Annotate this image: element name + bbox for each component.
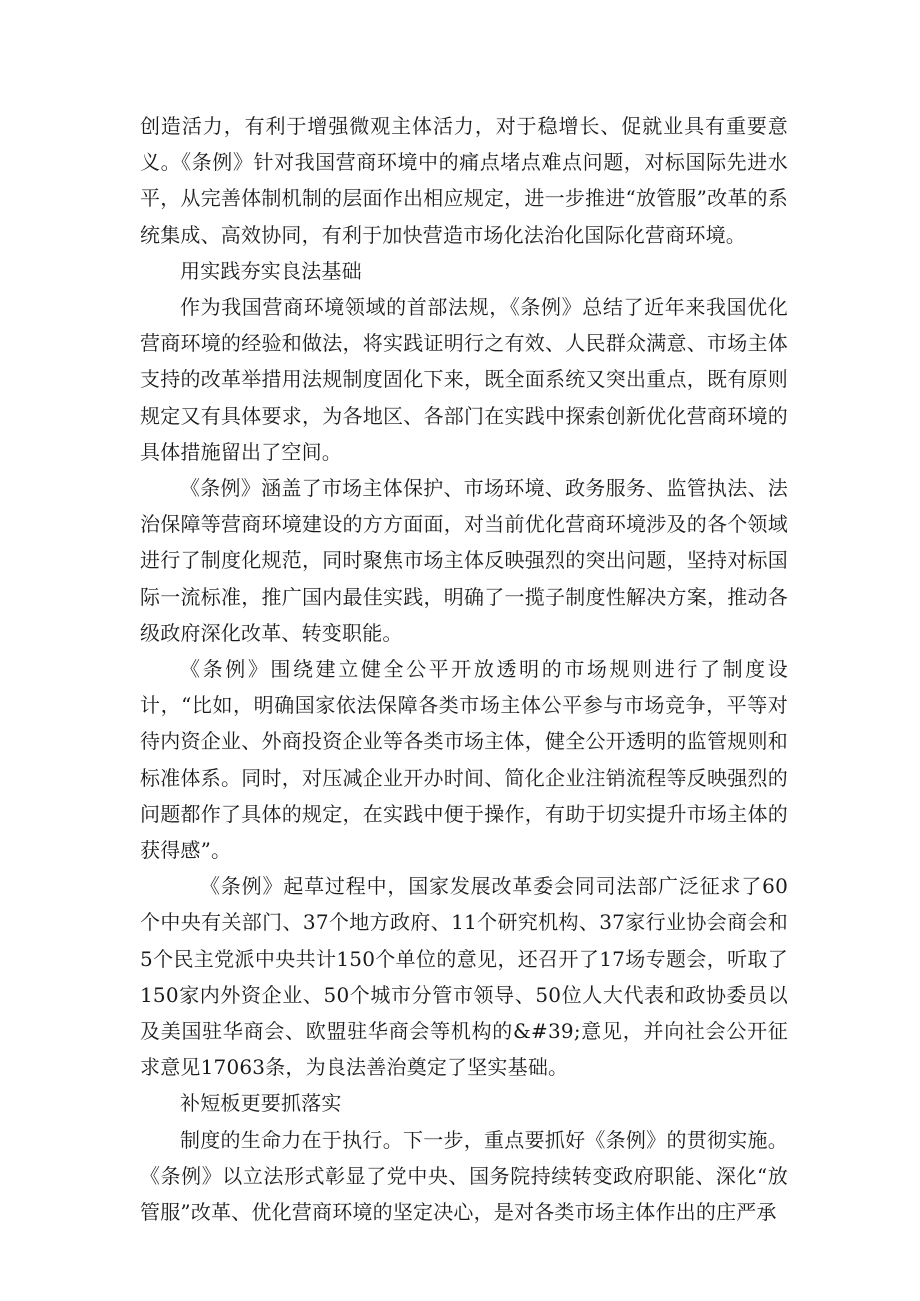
section-heading-practice: 用实践夯实良法基础 xyxy=(180,258,362,283)
document-body xyxy=(140,108,788,1230)
section-heading-implementation: 补短板更要抓落实 xyxy=(180,1091,342,1116)
paragraph-coverage: 《条例》涵盖了市场主体保护、市场环境、政务服务、监管执法、法治保障等营商环境建设的方方面面，对当前优化营商环境涉及的各个领域进行了制度化规范，同时聚焦市场主体反映强烈的突出问题，坚持对标国际一流标准，推广国内最佳实践，明确了一揽子制度性解决方案，推动各级政府深化改革、转变职能。 xyxy=(140,476,788,645)
paragraph-first-regulation: 作为我国营商环境领域的首部法规，《条例》总结了近年来我国优化营商环境的经验和做法，将实践证明行之有效、人民群众满意、市场主体支持的改革举措用法规制度固化下来，既全面系统又突出重点，既有原则规定又有具体要求，为各地区、各部门在实践中探索创新优化营商环境的具体措施留出了空间。 xyxy=(140,295,788,464)
paragraph-continuation: 创造活力，有利于增强微观主体活力，对于稳增长、促就业具有重要意义。《条例》针对我国营商环境中的痛点堵点难点问题，对标国际先进水平，从完善体制机制的层面作出相应规定，进一步推进“放管服”改革的系统集成、高效协同，有利于加快营造市场化法治化国际化营商环境。 xyxy=(140,114,788,247)
paragraph-market-rules: 《条例》围绕建立健全公平开放透明的市场规则进行了制度设计，“比如，明确国家依法保障各类市场主体公平参与市场竞争，平等对待内资企业、外商投资企业等各类市场主体，健全公开透明的监管规则和标准体系。同时，对压减企业开办时间、简化企业注销流程等反映强烈的问题都作了具体的规定，在实践中便于操作，有助于切实提升市场主体的获得感”。 xyxy=(140,657,788,863)
paragraph-execution: 制度的生命力在于执行。下一步，重点要抓好《条例》的贯彻实施。《条例》以立法形式彰显了党中央、国务院持续转变政府职能、深化“放管服”改革、优化营商环境的坚定决心，是对各类市场主体作出的庄严承 xyxy=(140,1127,788,1225)
paragraph-drafting-process: 《条例》起草过程中，国家发展改革委会同司法部广泛征求了60个中央有关部门、37个地方政府、11个研究机构、37家行业协会商会和5个民主党派中央共计150个单位的意见，还召开了17场专题会，听取了150家内外资企业、50个城市分管市领导、50位人大代表和政协委员以及美国驻华商会、欧盟驻华商会等机构的&#39;意见，并向社会公开征求意见17063条，为良法善治奠定了坚实基础。 xyxy=(140,874,788,1080)
